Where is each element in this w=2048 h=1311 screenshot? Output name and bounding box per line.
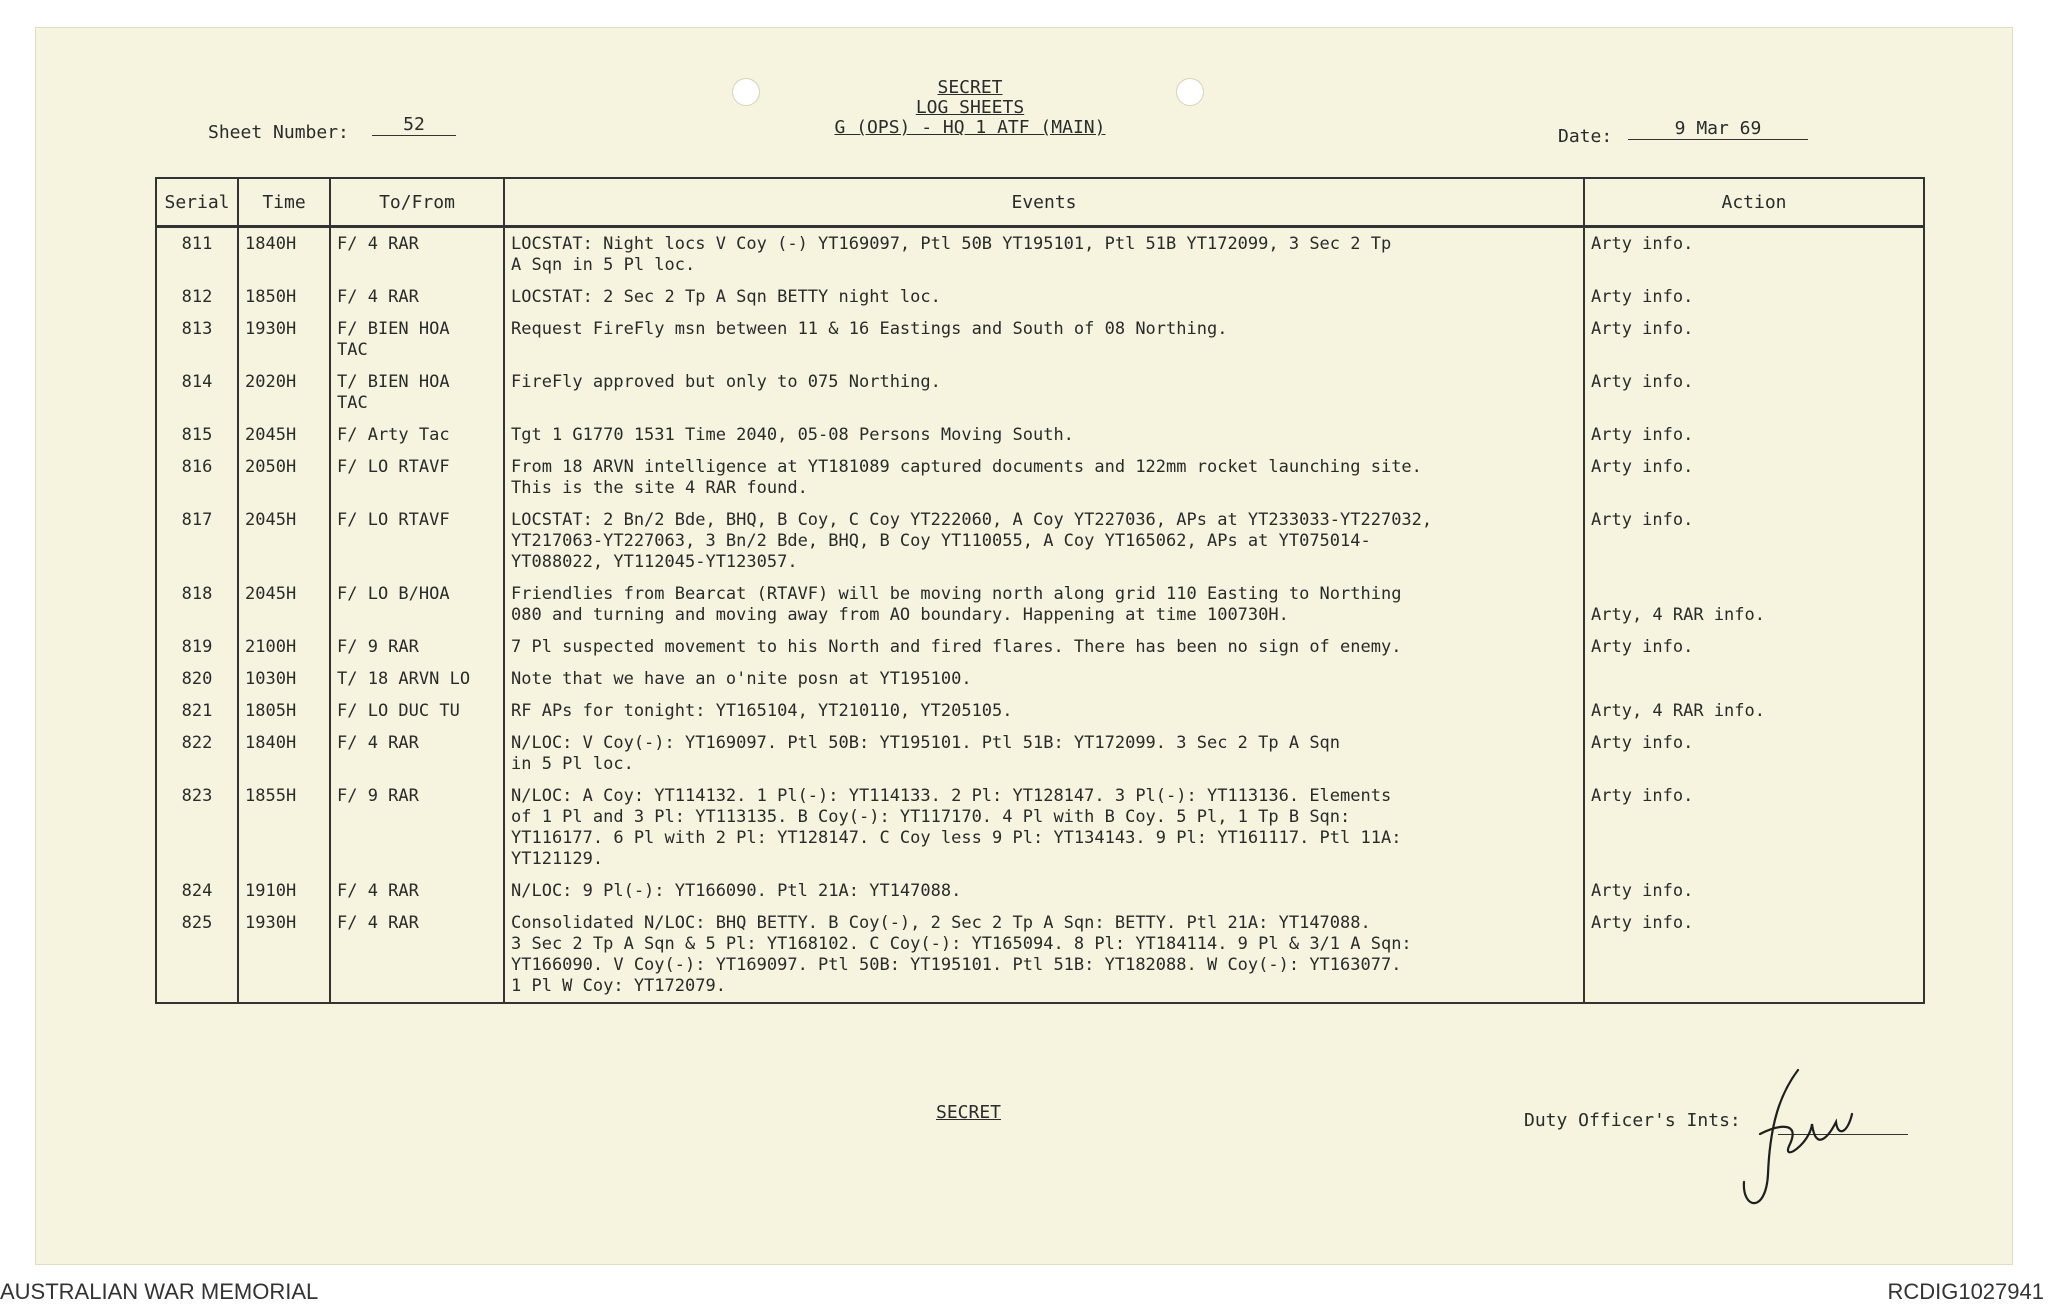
cell-action: Arty info.: [1584, 907, 1924, 1003]
cell-events: Friendlies from Bearcat (RTAVF) will be moving north along grid 110 Easting to Northing 080 and turning and moving away from AO boundary. Happening at time 100730H.: [504, 578, 1584, 631]
table-row: [156, 780, 1924, 875]
cell-action: Arty info.: [1584, 419, 1924, 451]
cell-action: Arty info.: [1584, 504, 1924, 578]
cell-time: 2045H: [238, 578, 330, 631]
cell-action: Arty, 4 RAR info.: [1584, 578, 1924, 631]
cell-events: N/LOC: A Coy: YT114132. 1 Pl(-): YT114133. 2 Pl: YT128147. 3 Pl(-): YT113136. Elements of 1 Pl and 3 Pl: YT113135. B Coy(-): YT117170. 4 Pl with B Coy. 5 Pl, 1 Tp B Sqn: YT116177. 6 Pl with 2 Pl: YT128147. C Coy less 9 Pl: YT134143. 9 Pl: YT161117. Ptl 11A: YT121129.: [504, 780, 1584, 875]
header-classification: SECRET: [937, 77, 1003, 98]
cell-action: [1584, 663, 1924, 695]
cell-time: 2045H: [238, 419, 330, 451]
cell-time: 1910H: [238, 875, 330, 907]
cell-events: 7 Pl suspected movement to his North and fired flares. There has been no sign of enemy.: [504, 631, 1584, 663]
cell-serial: 820: [156, 663, 238, 695]
header-doc-type: LOG SHEETS: [915, 97, 1025, 118]
caption-right: RCDIG1027941: [1887, 1279, 2044, 1304]
cell-events: Request FireFly msn between 11 & 16 Eastings and South of 08 Northing.: [504, 313, 1584, 366]
cell-action: Arty info.: [1584, 875, 1924, 907]
cell-action: Arty info.: [1584, 727, 1924, 780]
table-row: [156, 907, 1924, 1003]
cell-serial: 825: [156, 907, 238, 1003]
cell-serial: 815: [156, 419, 238, 451]
sheet-number-value: 52: [372, 114, 456, 136]
cell-serial: 812: [156, 281, 238, 313]
cell-tofrom: F/ 4 RAR: [330, 875, 504, 907]
table-row: [156, 578, 1924, 631]
cell-events: N/LOC: 9 Pl(-): YT166090. Ptl 21A: YT147088.: [504, 875, 1584, 907]
sheet-number-label: Sheet Number:: [208, 122, 349, 143]
col-header-time: Time: [238, 178, 330, 227]
cell-tofrom: F/ LO RTAVF: [330, 451, 504, 504]
duty-officer-label: Duty Officer's Ints:: [1524, 1110, 1741, 1131]
table-row: [156, 504, 1924, 578]
header-unit: G (OPS) - HQ 1 ATF (MAIN): [834, 117, 1106, 138]
cell-time: 1850H: [238, 281, 330, 313]
table-row: [156, 451, 1924, 504]
cell-serial: 819: [156, 631, 238, 663]
cell-time: 1840H: [238, 227, 330, 282]
cell-events: LOCSTAT: Night locs V Coy (-) YT169097, Ptl 50B YT195101, Ptl 51B YT172099, 3 Sec 2 Tp A Sqn in 5 Pl loc.: [504, 227, 1584, 282]
table-row: [156, 366, 1924, 419]
log-table: [155, 177, 1925, 1004]
cell-tofrom: F/ 9 RAR: [330, 631, 504, 663]
table-row: [156, 281, 1924, 313]
footer-classification: SECRET: [936, 1102, 1002, 1123]
cell-serial: 822: [156, 727, 238, 780]
cell-serial: 823: [156, 780, 238, 875]
cell-tofrom: F/ LO DUC TU: [330, 695, 504, 727]
col-header-events: Events: [504, 178, 1584, 227]
cell-events: RF APs for tonight: YT165104, YT210110, YT205105.: [504, 695, 1584, 727]
cell-action: Arty, 4 RAR info.: [1584, 695, 1924, 727]
cell-time: 2045H: [238, 504, 330, 578]
cell-action: Arty info.: [1584, 780, 1924, 875]
cell-tofrom: F/ 9 RAR: [330, 780, 504, 875]
cell-events: FireFly approved but only to 075 Northing.: [504, 366, 1584, 419]
col-header-serial: Serial: [156, 178, 238, 227]
caption-left: AUSTRALIAN WAR MEMORIAL: [0, 1279, 319, 1304]
cell-time: 2100H: [238, 631, 330, 663]
cell-serial: 817: [156, 504, 238, 578]
cell-time: 1930H: [238, 313, 330, 366]
cell-tofrom: T/ BIEN HOA TAC: [330, 366, 504, 419]
log-table-body: [156, 227, 1924, 1004]
table-row: [156, 875, 1924, 907]
cell-time: 1840H: [238, 727, 330, 780]
cell-serial: 818: [156, 578, 238, 631]
col-header-action: Action: [1584, 178, 1924, 227]
col-header-tofrom: To/From: [330, 178, 504, 227]
table-row: [156, 313, 1924, 366]
table-row: [156, 631, 1924, 663]
cell-time: 2050H: [238, 451, 330, 504]
cell-action: Arty info.: [1584, 227, 1924, 282]
cell-tofrom: F/ BIEN HOA TAC: [330, 313, 504, 366]
cell-time: 1805H: [238, 695, 330, 727]
table-header-row: [156, 178, 1924, 227]
cell-tofrom: F/ 4 RAR: [330, 727, 504, 780]
cell-time: 1855H: [238, 780, 330, 875]
cell-events: Tgt 1 G1770 1531 Time 2040, 05-08 Persons Moving South.: [504, 419, 1584, 451]
cell-tofrom: F/ LO B/HOA: [330, 578, 504, 631]
punch-hole-left: [732, 78, 760, 106]
header-title-block: [820, 78, 1120, 138]
cell-action: Arty info.: [1584, 313, 1924, 366]
duty-officer-signature: [1740, 1064, 1870, 1214]
cell-time: 1030H: [238, 663, 330, 695]
cell-serial: 824: [156, 875, 238, 907]
table-row: [156, 227, 1924, 282]
cell-serial: 813: [156, 313, 238, 366]
table-row: [156, 419, 1924, 451]
table-row: [156, 695, 1924, 727]
cell-tofrom: F/ 4 RAR: [330, 281, 504, 313]
cell-events: LOCSTAT: 2 Sec 2 Tp A Sqn BETTY night loc.: [504, 281, 1584, 313]
cell-time: 1930H: [238, 907, 330, 1003]
cell-action: Arty info.: [1584, 366, 1924, 419]
cell-tofrom: F/ 4 RAR: [330, 907, 504, 1003]
cell-tofrom: T/ 18 ARVN LO: [330, 663, 504, 695]
cell-events: N/LOC: V Coy(-): YT169097. Ptl 50B: YT195101. Ptl 51B: YT172099. 3 Sec 2 Tp A Sqn in 5 Pl loc.: [504, 727, 1584, 780]
cell-events: LOCSTAT: 2 Bn/2 Bde, BHQ, B Coy, C Coy YT222060, A Coy YT227036, APs at YT233033-YT227032, YT217063-YT227063, 3 Bn/2 Bde, BHQ, B Coy YT110055, A Coy YT165062, APs at YT075014- YT088022, YT112045-YT123057.: [504, 504, 1584, 578]
date-value: 9 Mar 69: [1628, 118, 1808, 140]
cell-tofrom: F/ 4 RAR: [330, 227, 504, 282]
cell-tofrom: F/ Arty Tac: [330, 419, 504, 451]
cell-time: 2020H: [238, 366, 330, 419]
punch-hole-right: [1176, 78, 1204, 106]
cell-serial: 816: [156, 451, 238, 504]
cell-action: Arty info.: [1584, 631, 1924, 663]
date-label: Date:: [1558, 126, 1613, 147]
cell-serial: 814: [156, 366, 238, 419]
cell-action: Arty info.: [1584, 451, 1924, 504]
cell-serial: 811: [156, 227, 238, 282]
cell-events: Note that we have an o'nite posn at YT195100.: [504, 663, 1584, 695]
cell-serial: 821: [156, 695, 238, 727]
table-row: [156, 727, 1924, 780]
cell-tofrom: F/ LO RTAVF: [330, 504, 504, 578]
cell-events: From 18 ARVN intelligence at YT181089 captured documents and 122mm rocket launching site. This is the site 4 RAR found.: [504, 451, 1584, 504]
cell-action: Arty info.: [1584, 281, 1924, 313]
table-row: [156, 663, 1924, 695]
cell-events: Consolidated N/LOC: BHQ BETTY. B Coy(-), 2 Sec 2 Tp A Sqn: BETTY. Ptl 21A: YT147088. 3 Sec 2 Tp A Sqn & 5 Pl: YT168102. C Coy(-): YT165094. 8 Pl: YT184114. 9 Pl & 3/1 A Sqn: YT166090. V Coy(-): YT169097. Ptl 50B: YT195101. Ptl 51B: YT182088. W Coy(-): YT163077. 1 Pl W Coy: YT172079.: [504, 907, 1584, 1003]
